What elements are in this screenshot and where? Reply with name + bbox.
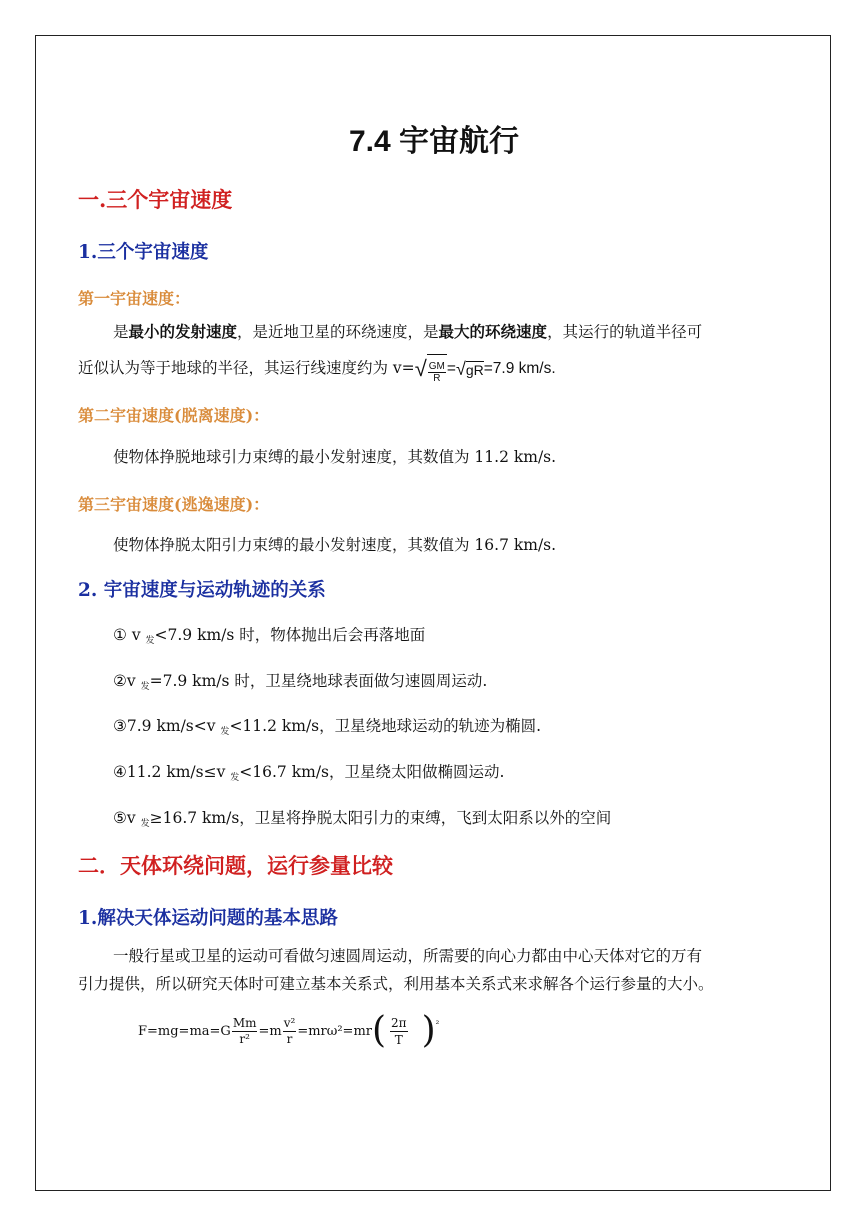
first-cosmic-velocity-heading: 第一宇宙速度： [78, 289, 191, 308]
basic-idea-line-1: 一般行星或卫星的运动可看做匀速圆周运动，所需要的向心力都由中心天体对它的万有 [113, 947, 703, 965]
subsection-1-2-heading: 2. 宇宙速度与运动轨迹的关系 [78, 580, 326, 601]
section-2-heading: 二．天体环绕问题，运行参量比较 [78, 853, 393, 878]
sqrt-gm-over-r: √ $\frac{GM}{R}$ [414, 356, 445, 384]
trajectory-item-3: ③7.9 km/s<v 发<11.2 km/s，卫星绕地球运动的轨迹为椭圆. [113, 717, 542, 737]
third-velocity-text: 使物体挣脱太阳引力束缚的最小发射速度，其数值为 16.7 km/s. [113, 536, 557, 554]
subsection-2-1-heading: 1.解决天体运动问题的基本思路 [78, 908, 338, 929]
subsection-1-1-heading: 1.三个宇宙速度 [78, 242, 209, 263]
sqrt-gr: √ gR [455, 359, 484, 379]
trajectory-item-4: ④11.2 km/s≤v 发<16.7 km/s，卫星绕太阳做椭圆运动. [113, 763, 505, 783]
third-cosmic-velocity-heading: 第三宇宙速度(逃逸速度)： [78, 495, 270, 514]
first-velocity-line-1: 是最小的发射速度，是近地卫星的环绕速度，是最大的环绕速度，其运行的轨道半径可 [113, 322, 703, 341]
page-title: 7.4 宇宙航行 [348, 125, 520, 158]
basic-idea-line-2: 引力提供，所以研究天体时可建立基本关系式，利用基本关系式来求解各个运行参量的大小。 [78, 975, 714, 993]
second-cosmic-velocity-heading: 第二宇宙速度(脱离速度)： [78, 406, 270, 425]
gravitation-formula: F=mg=ma=G $\frac{Mm}{\text{r²}}$ =m $\frac{\text{v²}}{r}$ =mrω²=mr ( $\frac{2\pi}{T}$ ) ² [138, 1010, 440, 1051]
trajectory-item-1: ① v 发<7.9 km/s 时，物体抛出后会再落地面 [113, 626, 426, 646]
section-1-heading: 一.三个宇宙速度 [78, 187, 233, 212]
trajectory-item-2: ②v 发=7.9 km/s 时，卫星绕地球表面做匀速圆周运动. [113, 672, 488, 692]
second-velocity-text: 使物体挣脱地球引力束缚的最小发射速度，其数值为 11.2 km/s. [113, 448, 557, 466]
trajectory-item-5: ⑤v 发≥16.7 km/s，卫星将挣脱太阳引力的束缚，飞到太阳系以外的空间 [113, 809, 612, 829]
first-velocity-line-2: 近似认为等于地球的半径，其运行线速度约为 v= √ $\frac{GM}{R}$ = √ gR =7.9 km/s. [78, 356, 556, 384]
